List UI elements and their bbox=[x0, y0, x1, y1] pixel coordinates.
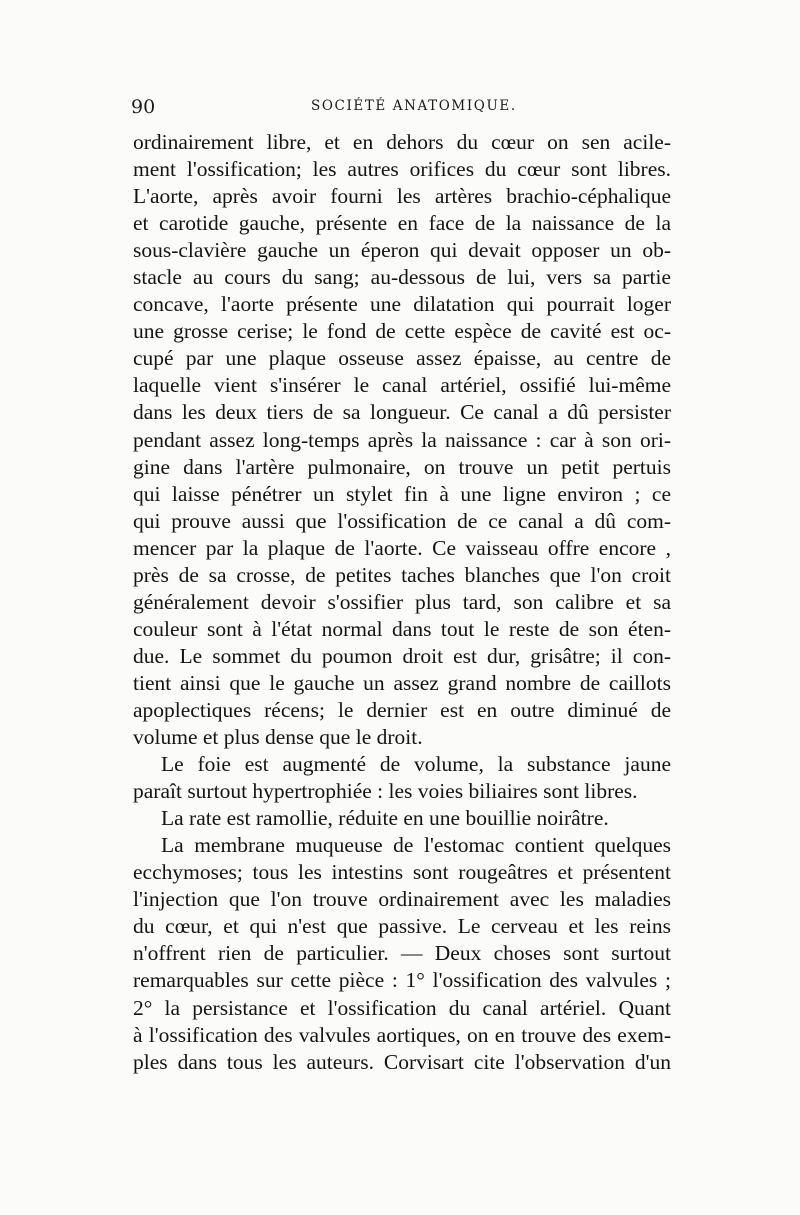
text-line: une grosse cerise; le fond de cette espèce de cavité est oc- bbox=[133, 319, 671, 344]
text-line: sous-clavière gauche un éperon qui devait opposer un ob- bbox=[133, 238, 671, 263]
text-line: l'injection que l'on trouve ordinairement avec les maladies bbox=[133, 887, 671, 912]
text-line: tient ainsi que le gauche un assez grand nombre de caillots bbox=[133, 670, 671, 695]
text-line: ment l'ossification; les autres orifices du cœur sont libres. bbox=[133, 157, 671, 182]
text-line: n'offrent rien de particulier. — Deux choses sont surtout bbox=[133, 941, 671, 966]
text-line: laquelle vient s'insérer le canal artériel, ossifié lui-même bbox=[133, 373, 671, 398]
text-line: ecchymoses; tous les intestins sont rougeâtres et présentent bbox=[133, 860, 671, 885]
text-line: ples dans tous les auteurs. Corvisart cite l'observation d'un bbox=[133, 1049, 671, 1074]
text-line: L'aorte, après avoir fourni les artères brachio-céphalique bbox=[133, 184, 671, 209]
text-line: pendant assez long-temps après la naissance : car à son ori- bbox=[133, 427, 671, 452]
running-title: SOCIÉTÉ ANATOMIQUE. bbox=[311, 98, 517, 114]
body-text bbox=[133, 129, 671, 1076]
paragraph-first-line: Le foie est augmenté de volume, la substance jaune bbox=[161, 752, 671, 777]
text-line: dans les deux tiers de sa longueur. Ce canal a dû persister bbox=[133, 400, 671, 425]
text-line: cupé par une plaque osseuse assez épaisse, au centre de bbox=[133, 346, 671, 371]
text-line: due. Le sommet du poumon droit est dur, grisâtre; il con- bbox=[133, 643, 671, 668]
text-line: et carotide gauche, présente en face de la naissance de la bbox=[133, 211, 671, 236]
running-head bbox=[131, 96, 671, 120]
text-line: mencer par la plaque de l'aorte. Ce vaisseau offre encore , bbox=[133, 535, 671, 560]
text-line: gine dans l'artère pulmonaire, on trouve un petit pertuis bbox=[133, 454, 671, 479]
text-line: qui laisse pénétrer un stylet fin à une ligne environ ; ce bbox=[133, 481, 671, 506]
page-number: 90 bbox=[131, 96, 156, 118]
text-line: couleur sont à l'état normal dans tout le reste de son éten- bbox=[133, 616, 671, 641]
text-line: apoplectiques récens; le dernier est en outre diminué de bbox=[133, 697, 671, 722]
text-line: stacle au cours du sang; au-dessous de lui, vers sa partie bbox=[133, 265, 671, 290]
text-line: 2° la persistance et l'ossification du canal artériel. Quant bbox=[133, 995, 671, 1020]
text-line: qui prouve aussi que l'ossification de ce canal a dû com- bbox=[133, 508, 671, 533]
text-line: à l'ossification des valvules aortiques, on en trouve des exem- bbox=[133, 1022, 671, 1047]
paragraph-end-line: paraît surtout hypertrophiée : les voies biliaires sont libres. bbox=[133, 779, 638, 804]
paragraph-end-line: volume et plus dense que le droit. bbox=[133, 725, 423, 750]
paragraph-first-line: La membrane muqueuse de l'estomac contient quelques bbox=[161, 833, 671, 858]
text-line: ordinairement libre, et en dehors du cœur on sen acile- bbox=[133, 130, 671, 154]
text-line: concave, l'aorte présente une dilatation qui pourrait loger bbox=[133, 292, 671, 317]
text-line: du cœur, et qui n'est que passive. Le cerveau et les reins bbox=[133, 914, 671, 939]
paragraph-line: La rate est ramollie, réduite en une bouillie noirâtre. bbox=[161, 806, 609, 831]
text-line: généralement devoir s'ossifier plus tard, son calibre et sa bbox=[133, 589, 671, 614]
text-line: remarquables sur cette pièce : 1° l'ossification des valvules ; bbox=[133, 968, 671, 993]
text-line: près de sa crosse, de petites taches blanches que l'on croit bbox=[133, 562, 671, 587]
